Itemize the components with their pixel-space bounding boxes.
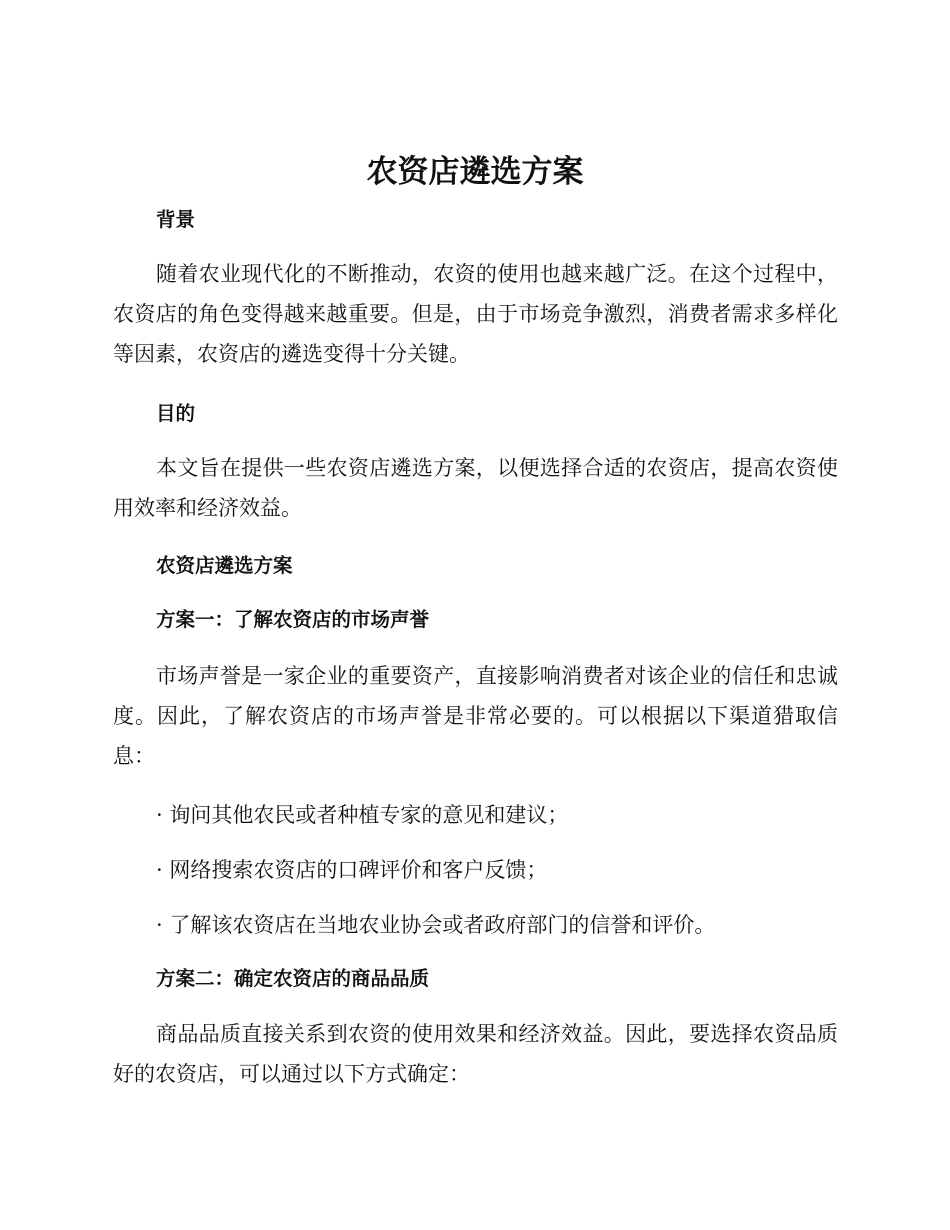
paragraph-purpose: 本文旨在提供一些农资店遴选方案，以便选择合适的农资店，提高农资使用效率和经济效益。 <box>113 456 838 520</box>
paragraph-option2: 商品品质直接关系到农资的使用效果和经济效益。因此，要选择农资品质好的农资店，可以通过以下方式确定： <box>113 1022 838 1086</box>
subsection-heading-option1: 方案一：了解农资店的市场声誉 <box>156 608 430 631</box>
section-heading-plan: 农资店遴选方案 <box>156 554 293 577</box>
paragraph-background: 随着农业现代化的不断推动，农资的使用也越来越广泛。在这个过程中，农资店的角色变得越来越重要。但是，由于市场竞争激烈，消费者需求多样化等因素，农资店的遴选变得十分关键。 <box>113 262 838 366</box>
section-heading-background: 背景 <box>156 208 196 231</box>
document-title: 农资店遴选方案 <box>366 154 584 190</box>
paragraph-option1: 市场声誉是一家企业的重要资产，直接影响消费者对该企业的信任和忠诚度。因此，了解农资店的市场声誉是非常必要的。可以根据以下渠道猎取信息： <box>113 664 838 768</box>
bullet-item: · 询问其他农民或者种植专家的意见和建议； <box>156 803 569 827</box>
bullet-item: · 网络搜索农资店的口碑评价和客户反馈； <box>156 858 548 882</box>
subsection-heading-option2: 方案二：确定农资店的商品品质 <box>156 967 430 990</box>
bullet-item: · 了解该农资店在当地农业协会或者政府部门的信誉和评价。 <box>156 913 716 937</box>
section-heading-purpose: 目的 <box>156 402 196 425</box>
